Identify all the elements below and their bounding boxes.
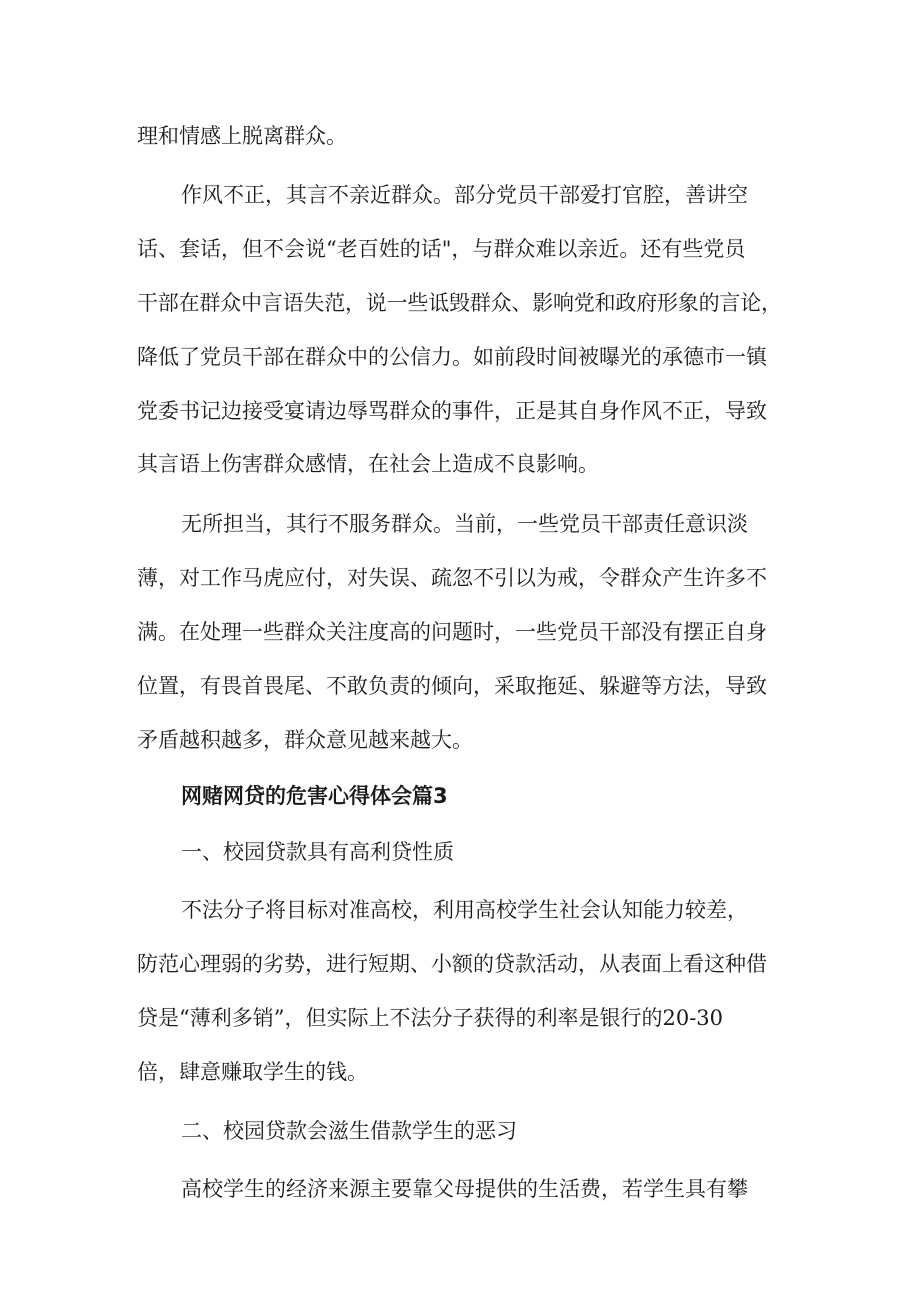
paragraph-line: 矛盾越积越多，群众意见越来越大。 bbox=[137, 728, 473, 752]
paragraph-line: 其言语上伤害群众感情，在社会上造成不良影响。 bbox=[137, 452, 599, 476]
paragraph-line: 位置，有畏首畏尾、不敢负责的倾向，采取拖延、躲避等方法，导致 bbox=[137, 674, 767, 698]
paragraph-line: 薄，对工作马虎应付，对失误、疏忽不引以为戒，令群众产生许多不 bbox=[137, 566, 767, 590]
paragraph-line: 无所担当，其行不服务群众。当前，一些党员干部责任意识淡 bbox=[181, 512, 748, 536]
paragraph-line: 满。在处理一些群众关注度高的问题时，一些党员干部没有摆正自身 bbox=[137, 620, 767, 644]
paragraph-line: 倍，肆意赚取学生的钱。 bbox=[137, 1060, 368, 1084]
paragraph-line: 不法分子将目标对准高校，利用高校学生社会认知能力较差， bbox=[181, 898, 748, 922]
paragraph-line: 降低了党员干部在群众中的公信力。如前段时间被曝光的承德市一镇 bbox=[137, 345, 767, 369]
paragraph-line: 理和情感上脱离群众。 bbox=[137, 124, 347, 148]
paragraph-line: 话、套话，但不会说“老百姓的话"，与群众难以亲近。还有些党员 bbox=[137, 237, 746, 261]
paragraph-line: 防范心理弱的劣势，进行短期、小额的贷款活动，从表面上看这种借 bbox=[137, 952, 767, 976]
section-title: 网赌网贷的危害心得体会篇3 bbox=[181, 784, 448, 808]
paragraph-line: 高校学生的经济来源主要靠父母提供的生活费，若学生具有攀 bbox=[181, 1177, 748, 1201]
paragraph-line: 贷是“薄利多销”，但实际上不法分子获得的利率是银行的20-30 bbox=[137, 1006, 724, 1030]
paragraph-line: 党委书记边接受宴请边辱骂群众的事件，正是其自身作风不正，导致 bbox=[137, 399, 767, 423]
paragraph-line: 作风不正，其言不亲近群众。部分党员干部爱打官腔，善讲空 bbox=[181, 183, 748, 207]
subsection-heading: 一、校园贷款具有高利贷性质 bbox=[181, 840, 454, 864]
subsection-heading: 二、校园贷款会滋生借款学生的恶习 bbox=[181, 1119, 517, 1143]
paragraph-line: 干部在群众中言语失范，说一些诋毁群众、影响党和政府形象的言论， bbox=[137, 291, 782, 315]
